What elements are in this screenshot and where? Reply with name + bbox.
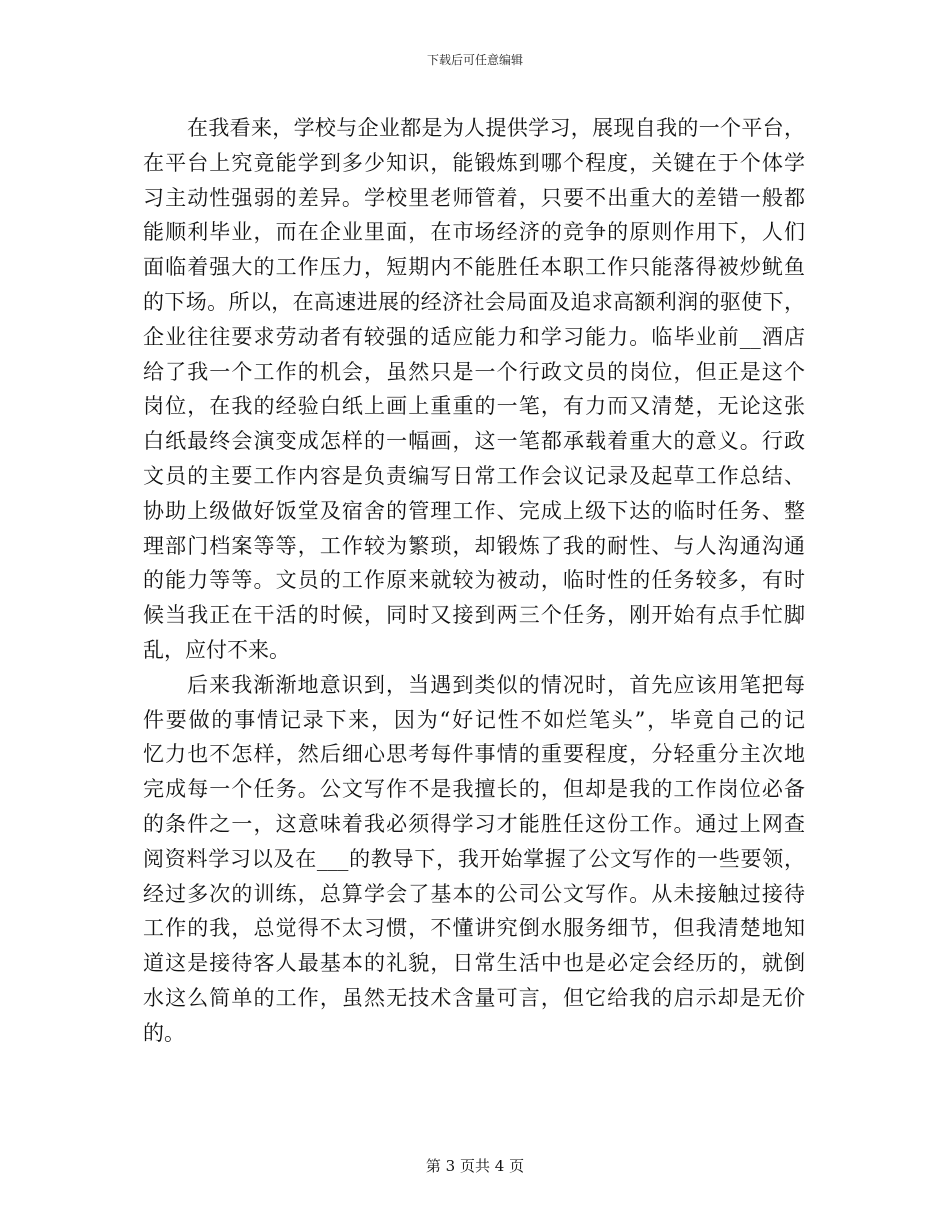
text-line: 的下场。所以，在高速进展的经济社会局面及追求高额利润的驱使下， [143, 289, 805, 314]
text-line: 的。 [143, 1020, 185, 1045]
text-line: 工作的我，总觉得不太习惯，不懂讲究倒水服务细节，但我清楚地知 [143, 916, 805, 941]
text-line: 乱，应付不来。 [143, 637, 290, 662]
text-line: 候当我正在干活的时候，同时又接到两三个任务，刚开始有点手忙脚 [143, 603, 805, 628]
text-line: 忆力也不怎样，然后细心思考每件事情的重要程度，分轻重分主次地 [143, 742, 805, 767]
text-line: 给了我一个工作的机会，虽然只是一个行政文员的岗位，但正是这个 [143, 359, 805, 384]
text-line: 企业往往要求劳动者有较强的适应能力和学习能力。临毕业前__酒店 [143, 324, 805, 349]
text-line: 的能力等等。文员的工作原来就较为被动，临时性的任务较多，有时 [143, 568, 805, 593]
text-line: 面临着强大的工作压力，短期内不能胜任本职工作只能落得被炒鱿鱼 [143, 255, 805, 280]
text-line: 习主动性强弱的差异。学校里老师管着，只要不出重大的差错一般都 [143, 185, 805, 210]
text-line: 后来我渐渐地意识到，当遇到类似的情况时，首先应该用笔把每 [187, 672, 805, 697]
text-line: 经过多次的训练，总算学会了基本的公司公文写作。从未接触过接待 [143, 881, 805, 906]
text-line: 在我看来，学校与企业都是为人提供学习，展现自我的一个平台， [187, 116, 805, 140]
text-line: 理部门档案等等，工作较为繁琐，却锻炼了我的耐性、与人沟通沟通 [143, 533, 805, 558]
page-header: 下载后可任意编辑 [426, 53, 523, 67]
text-line: 岗位，在我的经验白纸上画上重重的一笔，有力而又清楚，无论这张 [143, 394, 805, 419]
text-line: 在平台上究竟能学到多少知识，能锻炼到哪个程度，关键在于个体学 [143, 150, 805, 175]
text-line: 件要做的事情记录下来，因为“好记性不如烂笔头”，毕竟自己的记 [143, 707, 805, 732]
text-line: 水这么简单的工作，虽然无技术含量可言，但它给我的启示却是无价 [143, 985, 805, 1010]
text-line: 阅资料学习以及在___的教导下，我开始掌握了公文写作的一些要领， [143, 846, 805, 871]
text-line: 白纸最终会演变成怎样的一幅画，这一笔都承载着重大的意义。行政 [143, 429, 805, 454]
text-line: 的条件之一，这意味着我必须得学习才能胜任这份工作。通过上网查 [143, 811, 805, 836]
page-footer: 第 3 页共 4 页 [425, 1157, 525, 1175]
document-body [143, 111, 805, 1051]
text-line: 道这是接待客人最基本的礼貌，日常生活中也是必定会经历的，就倒 [143, 951, 805, 976]
paragraph-2 [143, 668, 805, 1051]
text-line: 协助上级做好饭堂及宿舍的管理工作、完成上级下达的临时任务、整 [143, 498, 805, 523]
text-line: 文员的主要工作内容是负责编写日常工作会议记录及起草工作总结、 [143, 463, 805, 488]
paragraph-1 [143, 111, 805, 668]
text-line: 能顺利毕业，而在企业里面，在市场经济的竞争的原则作用下，人们 [143, 220, 805, 245]
text-line: 完成每一个任务。公文写作不是我擅长的，但却是我的工作岗位必备 [143, 777, 805, 802]
